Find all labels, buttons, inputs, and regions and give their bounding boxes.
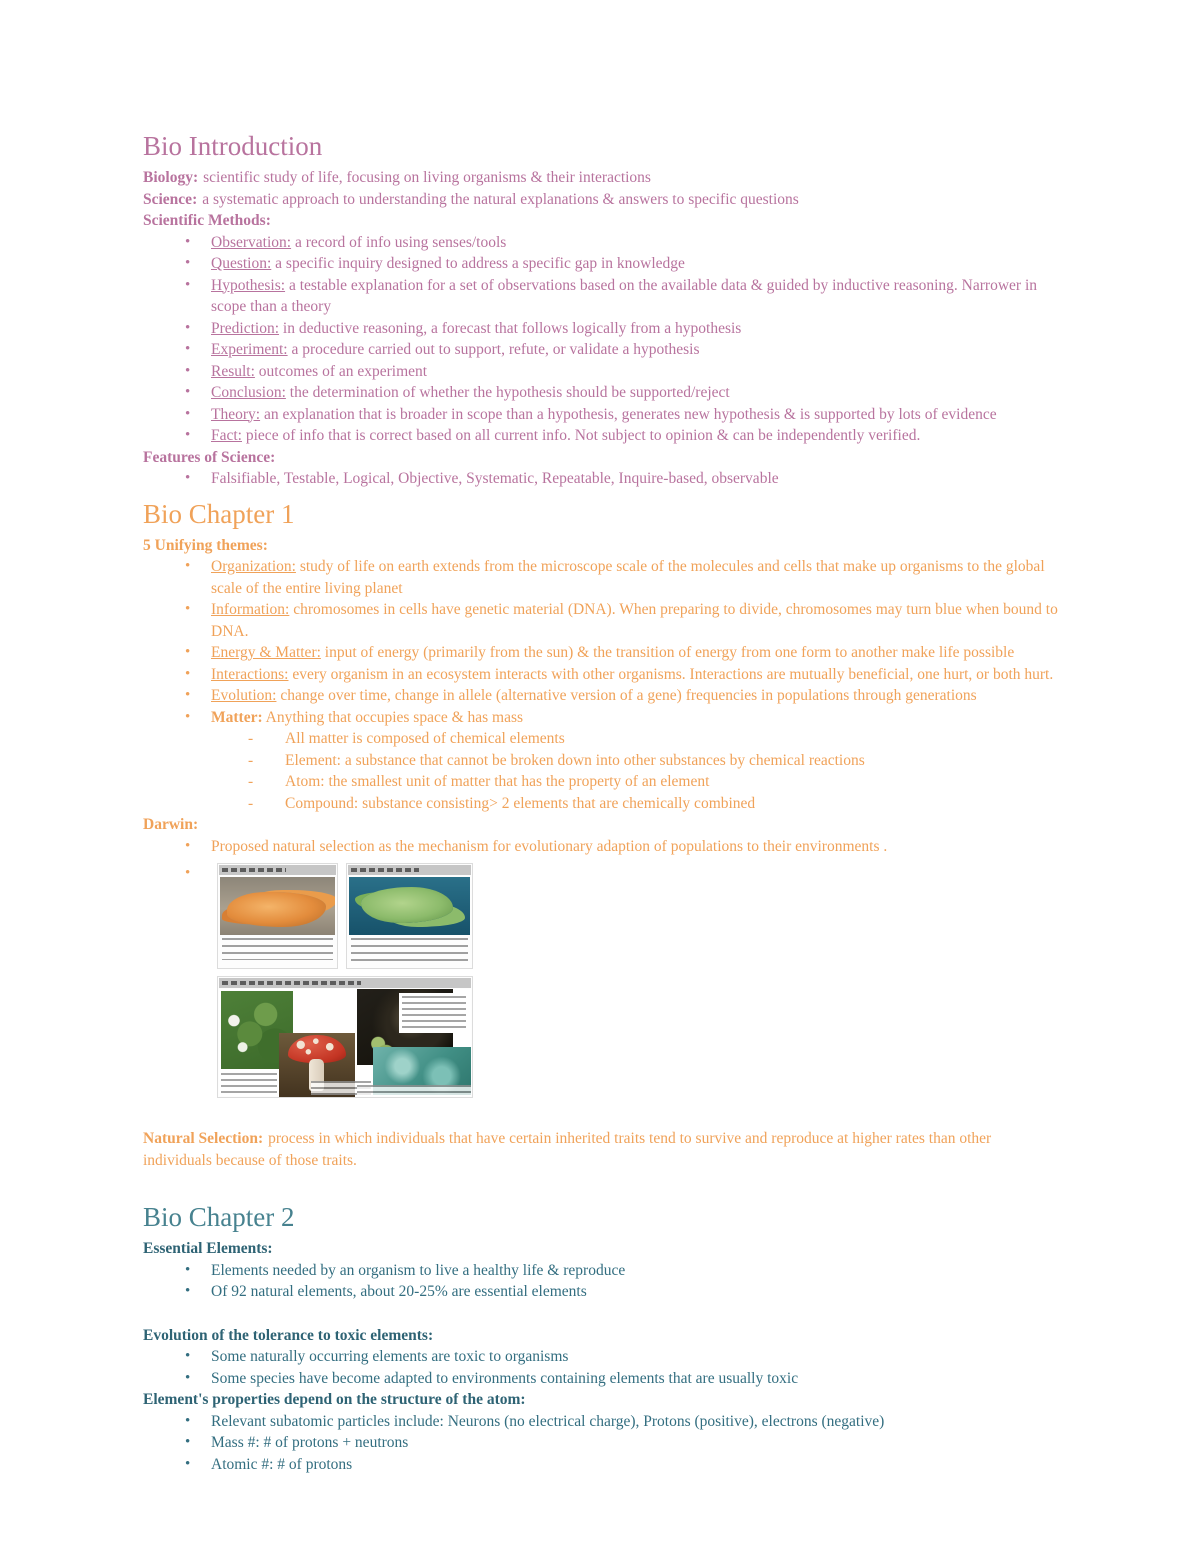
figure-panel-title-bar [219, 978, 471, 988]
figure-panel-collage [217, 976, 473, 1098]
list-item: • Organization: study of life on earth extends from the microscope scale of the molecules and cells that make up organisms to the global scale of the entire living planet [183, 556, 1059, 599]
list-item: • Experiment: a procedure carried out to support, refute, or validate a hypothesis [183, 339, 1059, 361]
section-bio-chapter-1 [143, 498, 1059, 1172]
term-label: Result: [211, 362, 255, 380]
list-item: • Hypothesis: a testable explanation for a set of observations based on the available data & guided by inductive reasoning. Narrower in scope than a theory [183, 275, 1059, 318]
essential-elements-list [143, 1260, 1059, 1303]
list-item: • Falsifiable, Testable, Logical, Objective, Systematic, Repeatable, Inquire-based, observable [183, 468, 1059, 490]
list-item: • Conclusion: the determination of whether the hypothesis should be supported/reject [183, 382, 1059, 404]
natural-selection-label: Natural Selection: [143, 1130, 264, 1147]
section-bio-introduction [143, 130, 1059, 490]
term-label: Experiment: [211, 341, 288, 358]
figure-top-row [217, 863, 473, 969]
scientific-methods-list [143, 232, 1059, 447]
term-label: Question: [211, 255, 272, 272]
definition-text: scientific study of life, focusing on living organisms & their interactions [203, 169, 651, 186]
term-label: Information: [211, 601, 290, 618]
list-item: - All matter is composed of chemical elements [248, 728, 1059, 750]
definition-text: a systematic approach to understanding the natural explanations & answers to specific questions [202, 190, 799, 208]
figure-caption-placeholder [399, 993, 469, 1033]
list-item: • Elements needed by an organism to live a healthy life & reproduce [183, 1260, 1059, 1282]
unifying-themes-list [143, 556, 1059, 728]
definition-biology [143, 167, 1059, 189]
heading-bio-introduction: Bio Introduction [143, 131, 323, 161]
darwin-bullet [183, 836, 1059, 858]
list-item: • Of 92 natural elements, about 20-25% are essential elements [183, 1281, 1059, 1303]
diversity-collage [219, 989, 471, 1096]
green-cluster-photo [349, 877, 470, 935]
term-label: Matter: [211, 708, 263, 726]
toxic-elements-list [143, 1346, 1059, 1389]
list-item: • Observation: a record of info using senses/tools [183, 232, 1059, 254]
term-label: Theory: [211, 405, 261, 423]
list-item: • Relevant subatomic particles include: Neurons (no electrical charge), Protons (positive), electrons (negative) [183, 1411, 1059, 1433]
green-organism-shape [361, 887, 453, 923]
list-item: • Question: a specific inquiry designed to address a specific gap in knowledge [183, 253, 1059, 275]
definition-label: Science: [143, 190, 198, 208]
figure-panel-title-bar [348, 865, 471, 875]
list-item: • Evolution: change over time, change in allele (alternative version of a gene) frequencies in populations through generations [183, 685, 1059, 707]
features-of-science-list [143, 468, 1059, 490]
definition-science [143, 189, 1059, 211]
figure-panel-green-cluster [346, 863, 473, 969]
term-label: Energy & Matter: [211, 644, 321, 661]
scientific-methods-label: Scientific Methods: [143, 212, 271, 229]
diversity-of-life-figure [217, 863, 473, 1098]
list-item: • Atomic #: # of protons [183, 1454, 1059, 1476]
list-item: • Interactions: every organism in an ecosystem interacts with other organisms. Interactions are mutually beneficial, one hurt, or both hurt. [183, 664, 1059, 686]
list-item: • Energy & Matter: input of energy (primarily from the sun) & the transition of energy from one form to another make life possible [183, 642, 1059, 664]
list-item: • Theory: an explanation that is broader in scope than a hypothesis, generates new hypothesis & is supported by lots of evidence [183, 404, 1059, 426]
darwin-label: Darwin: [143, 816, 199, 833]
darwin-text: Proposed natural selection as the mechanism for evolutionary adaption of populations to their environments . [211, 837, 888, 855]
heading-bio-chapter-2: Bio Chapter 2 [143, 1202, 295, 1232]
figure-panel-title-bar [219, 865, 336, 875]
figure-caption-placeholder [357, 1085, 471, 1097]
list-item: - Compound: substance consisting> 2 elements that are chemically combined [248, 793, 1059, 815]
section-bio-chapter-2 [143, 1201, 1059, 1475]
list-item: • Result: outcomes of an experiment [183, 361, 1059, 383]
term-label: Hypothesis: [211, 276, 286, 294]
list-item: • Matter: Anything that occupies space & has mass [183, 707, 1059, 729]
definition-label: Biology: [143, 169, 199, 186]
essential-elements-label: Essential Elements: [143, 1240, 273, 1257]
heading-bio-chapter-1: Bio Chapter 1 [143, 498, 295, 529]
term-label: Conclusion: [211, 384, 286, 401]
orange-coral-photo [220, 877, 335, 935]
darwin-list [143, 836, 1059, 1099]
natural-selection-definition [143, 1128, 1059, 1171]
list-item: • Prediction: in deductive reasoning, a forecast that follows logically from a hypothesis [183, 318, 1059, 340]
toxic-elements-label: Evolution of the tolerance to toxic elements: [143, 1326, 434, 1344]
figure-caption-placeholder [221, 1073, 277, 1095]
term-label: Fact: [211, 427, 242, 444]
term-label: Interactions: [211, 665, 289, 683]
list-item: • Some naturally occurring elements are toxic to organisms [183, 1346, 1059, 1368]
notes-page [143, 130, 1059, 1475]
matter-sub-list [143, 728, 1059, 814]
term-label: Evolution: [211, 687, 277, 704]
figure-caption-placeholder [222, 938, 333, 960]
figure-caption-placeholder [351, 938, 468, 964]
list-item: • Information: chromosomes in cells have genetic material (DNA). When preparing to divide, chromosomes may turn blue when bound to DNA. [183, 599, 1059, 642]
term-label: Prediction: [211, 319, 280, 337]
features-of-science-label: Features of Science: [143, 448, 276, 466]
list-item: - Atom: the smallest unit of matter that has the property of an element [248, 771, 1059, 793]
unifying-themes-label: 5 Unifying themes: [143, 536, 268, 554]
term-label: Observation: [211, 233, 292, 251]
figure-panel-orange-coral [217, 863, 338, 969]
list-item: - Element: a substance that cannot be broken down into other substances by chemical reactions [248, 750, 1059, 772]
list-item: • Mass #: # of protons + neutrons [183, 1432, 1059, 1454]
orange-organism-shape [227, 892, 326, 927]
list-item: • Fact: piece of info that is correct based on all current info. Not subject to opinion & can be independently verified. [183, 425, 1059, 447]
element-properties-list [143, 1411, 1059, 1476]
natural-selection-text: process in which individuals that have certain inherited traits tend to survive and reproduce at higher rates than other individuals because of those traits. [143, 1130, 992, 1169]
element-properties-label: Element's properties depend on the structure of the atom: [143, 1391, 526, 1408]
list-item: • Some species have become adapted to environments containing elements that are usually toxic [183, 1368, 1059, 1390]
term-label: Organization: [211, 558, 296, 575]
figure-bullet [183, 863, 1059, 1098]
